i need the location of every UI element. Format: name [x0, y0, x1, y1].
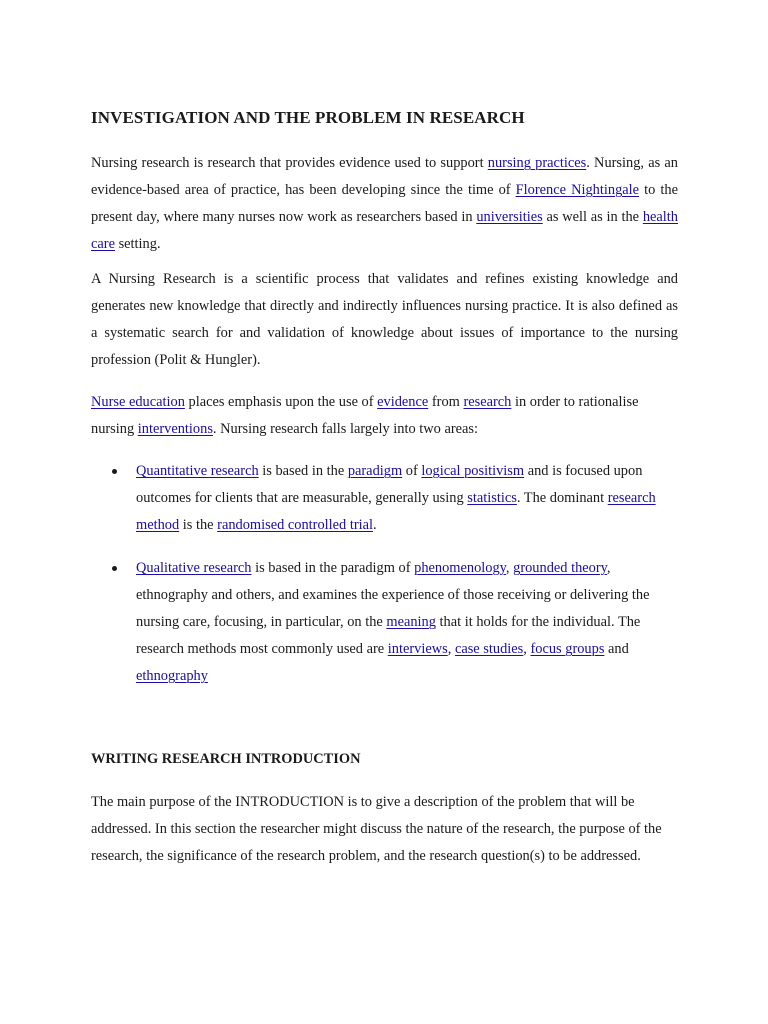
- text-run: . Nursing research falls largely into two areas:: [212, 421, 478, 437]
- link-universities[interactable]: universities: [476, 209, 543, 225]
- link-qualitative-research[interactable]: Qualitative research: [136, 560, 252, 576]
- bullet-icon: [112, 469, 117, 474]
- text-run: , ethnography and others, and examines the experience of those receiving or delivering the nursing care, focusing, in particular, on the: [136, 560, 650, 630]
- section-heading: WRITING RESEARCH INTRODUCTION: [91, 751, 361, 767]
- link-research[interactable]: research: [463, 394, 512, 410]
- text-run: in order to rationalise nursing: [91, 394, 639, 437]
- link-evidence[interactable]: evidence: [377, 394, 429, 410]
- text-run: of: [402, 463, 422, 479]
- link-focus-groups[interactable]: focus groups: [530, 641, 605, 657]
- link-meaning[interactable]: meaning: [386, 614, 436, 630]
- link-health-care[interactable]: health care: [91, 209, 678, 252]
- link-ethnography[interactable]: ethnography: [136, 668, 208, 684]
- link-research-method[interactable]: research method: [136, 490, 656, 533]
- text-run: that it holds for the individual. The research methods most commonly used are: [136, 614, 641, 657]
- text-run: to the present day, where many nurses now work as researchers based in: [91, 182, 678, 225]
- text-run: and: [604, 641, 629, 657]
- intro-paragraph: [91, 150, 678, 258]
- text-run: . Nursing, as an evidence-based area of practice, has been developing since the time of: [91, 155, 678, 198]
- link-grounded-theory[interactable]: grounded theory: [513, 560, 607, 576]
- link-statistics[interactable]: statistics: [467, 490, 517, 506]
- link-interventions[interactable]: interventions: [137, 421, 213, 437]
- page-title: INVESTIGATION AND THE PROBLEM IN RESEARCH: [91, 108, 525, 127]
- text-run: and is focused upon outcomes for clients that are measurable, generally using: [136, 463, 643, 506]
- text-run: from: [428, 394, 464, 410]
- text-run: is based in the: [258, 463, 348, 479]
- text-run: setting.: [114, 236, 161, 252]
- definition-paragraph: A Nursing Research is a scientific process that validates and refines existing knowledge and generates new knowledge that directly and indirectly influences nursing practice. It is also defined as a systematic search for and validation of knowledge about issues of importance to the nursing profession (Polit & Hungler).: [91, 271, 678, 368]
- text-run: is the: [179, 517, 218, 533]
- link-phenomenology[interactable]: phenomenology: [414, 560, 506, 576]
- bullet-quantitative: [136, 458, 681, 539]
- bullet-icon: [112, 566, 117, 571]
- introduction-paragraph: The main purpose of the INTRODUCTION is to give a description of the problem that will be addressed. In this section the researcher might discuss the nature of the research, the purpose of the research, the significance of the research problem, and the research question(s) to be addressed.: [91, 794, 662, 864]
- link-nurse-education[interactable]: Nurse education: [91, 394, 185, 410]
- text-run: .: [373, 517, 377, 533]
- link-quantitative-research[interactable]: Quantitative research: [136, 463, 259, 479]
- link-florence-nightingale[interactable]: Florence Nightingale: [515, 182, 640, 198]
- link-logical-positivism[interactable]: logical positivism: [421, 463, 525, 479]
- bullet-qualitative: [136, 555, 681, 690]
- link-interviews[interactable]: interviews: [387, 641, 448, 657]
- text-run: ,: [505, 560, 514, 576]
- link-randomised-controlled-trial[interactable]: randomised controlled trial: [217, 517, 374, 533]
- link-paradigm[interactable]: paradigm: [347, 463, 403, 479]
- text-run: Nursing research is research that provides evidence used to support: [91, 155, 488, 171]
- text-run: is based in the paradigm of: [251, 560, 415, 576]
- text-run: places emphasis upon the use of: [184, 394, 378, 410]
- text-run: as well as in the: [542, 209, 643, 225]
- education-paragraph: [91, 389, 678, 443]
- link-nursing-practices[interactable]: nursing practices: [487, 155, 587, 171]
- text-run: ,: [523, 641, 531, 657]
- text-run: . The dominant: [516, 490, 608, 506]
- link-case-studies[interactable]: case studies: [454, 641, 524, 657]
- text-run: ,: [447, 641, 455, 657]
